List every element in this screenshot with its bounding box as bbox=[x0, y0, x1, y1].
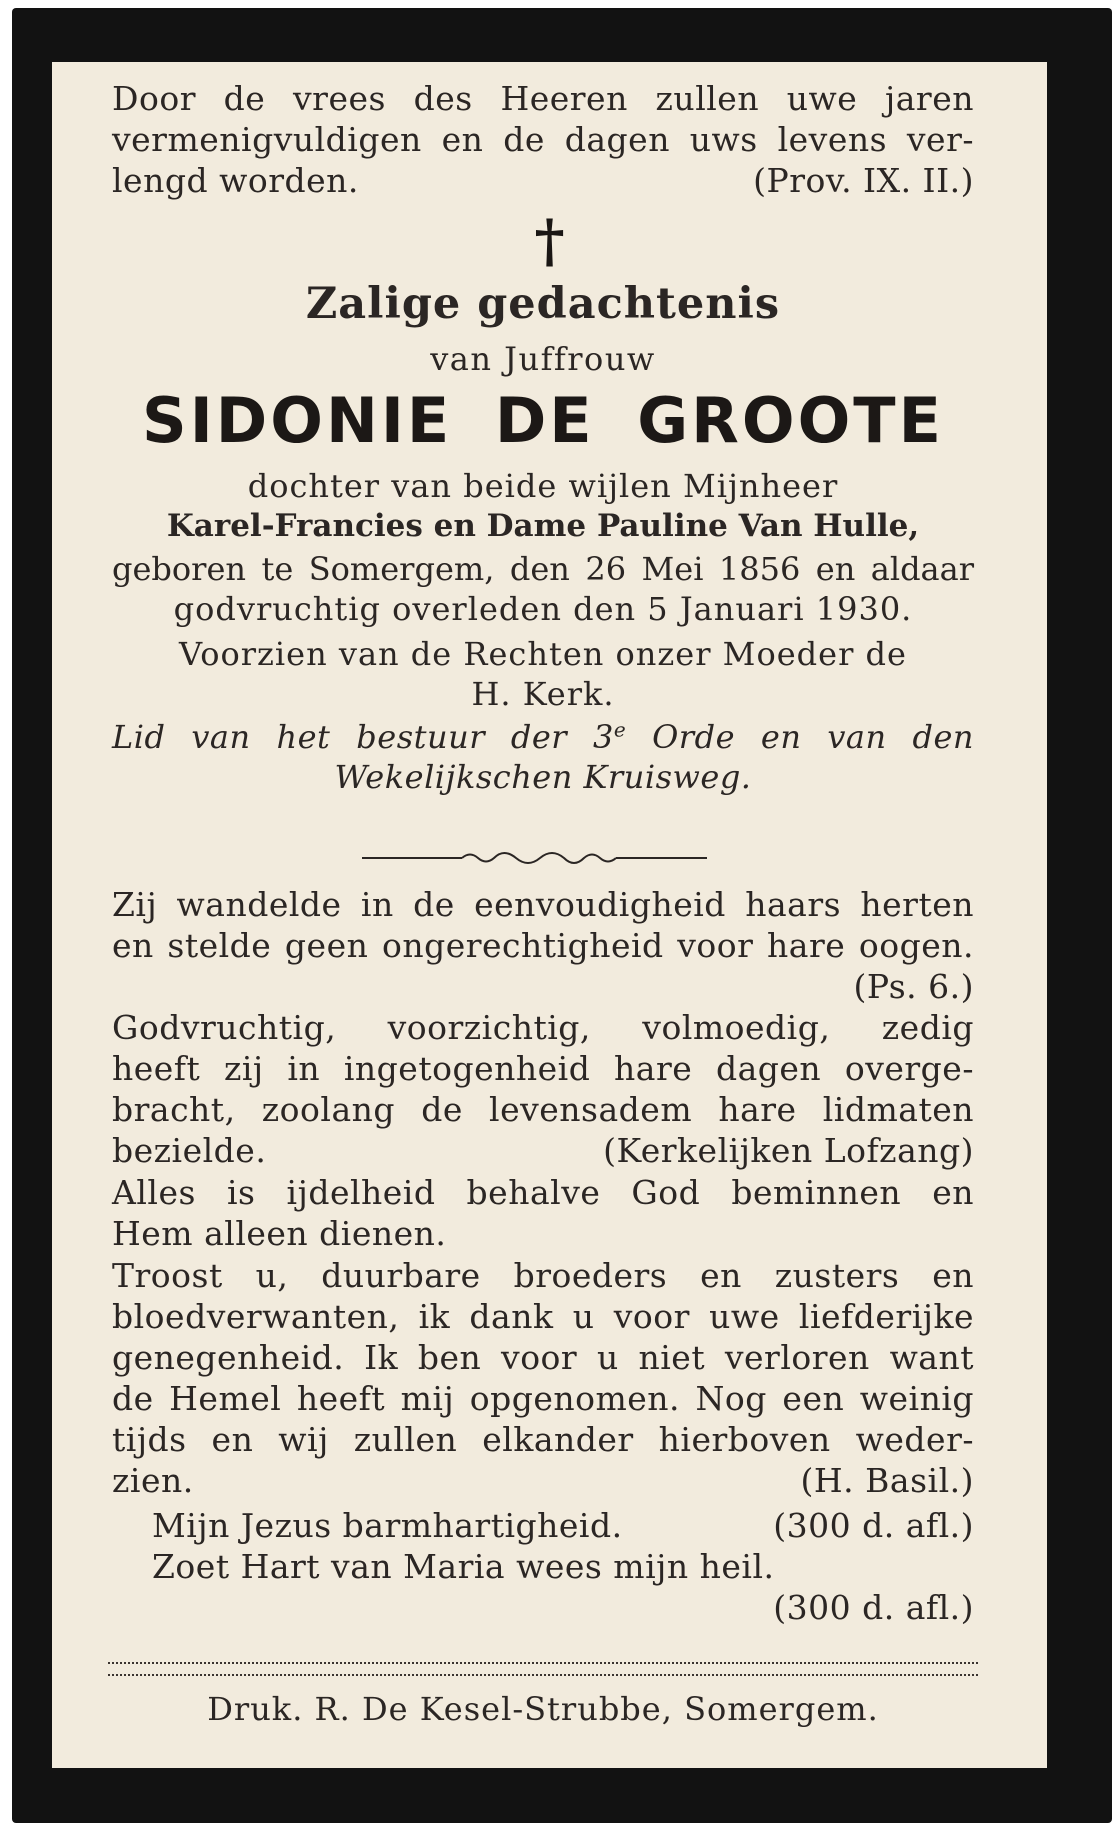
bio-died: godvruchtig overleden den 5 Januari 1930. bbox=[173, 590, 913, 628]
psalm-reference: (Ps. 6.) bbox=[853, 967, 974, 1006]
cross-icon: † bbox=[534, 207, 565, 275]
printer-credit: Druk. R. De Kesel-Strubbe, Somergem. bbox=[207, 1690, 879, 1728]
verse-reference: (Prov. IX. II.) bbox=[753, 161, 974, 200]
psalm-line: Zij wandelde in de eenvoudigheid haars herten bbox=[112, 885, 974, 924]
bio-sacrament-line2: H. Kerk. bbox=[471, 675, 615, 713]
member-text: Lid van het bestuur der 3 bbox=[112, 718, 614, 756]
basil-line: genegenheid. Ik ben voor u niet verloren want bbox=[112, 1338, 974, 1377]
lofzang-reference: (Kerkelijken Lofzang) bbox=[603, 1131, 974, 1170]
dotted-rule bbox=[108, 1674, 978, 1676]
lofzang-line: heeft zij in ingetogenheid hare dagen overge- bbox=[112, 1049, 974, 1088]
basil-verse bbox=[112, 1255, 974, 1501]
bio-parents: Karel-Francies en Dame Pauline Van Hulle, bbox=[166, 508, 920, 544]
memorial-card bbox=[52, 62, 1047, 1768]
dotted-rule bbox=[108, 1662, 978, 1664]
basil-line: zien. bbox=[112, 1461, 194, 1500]
memorial-title: Zalige gedachtenis bbox=[305, 279, 781, 329]
basil-line: de Hemel heeft mij opgenomen. Nog een weinig bbox=[112, 1379, 974, 1418]
deceased-name: SIDONIE DE GROOTE bbox=[142, 384, 944, 457]
ornamental-divider bbox=[362, 846, 707, 870]
indulgence-reference: (300 d. afl.) bbox=[773, 1588, 974, 1627]
bio-sacrament-line1: Voorzien van de Rechten onzer Moeder de bbox=[179, 635, 907, 673]
prayer-text: Zoet Hart van Maria wees mijn heil. bbox=[152, 1547, 775, 1586]
psalm-line: en stelde geen ongerechtigheid voor hare oogen. bbox=[112, 926, 974, 965]
prayer-text: Mijn Jezus barmhartigheid. bbox=[152, 1506, 623, 1545]
lofzang-line: Godvruchtig, voorzichtig, volmoedig, zedig bbox=[112, 1008, 974, 1047]
lofzang-line: bezielde. bbox=[112, 1131, 267, 1170]
indulgence-reference: (300 d. afl.) bbox=[773, 1506, 974, 1545]
member-text: Orde en van den bbox=[626, 718, 975, 756]
prayer-row bbox=[112, 1505, 974, 1546]
vanity-line: Alles is ijdelheid behalve God beminnen en bbox=[112, 1173, 974, 1212]
basil-line: Troost u, duurbare broeders en zusters en bbox=[112, 1256, 974, 1295]
basil-reference: (H. Basil.) bbox=[800, 1461, 974, 1500]
vanity-verse bbox=[112, 1172, 974, 1254]
bio-born: geboren te Somergem, den 26 Mei 1856 en aldaar bbox=[112, 550, 974, 588]
verse-line: vermenigvuldigen en de dagen uws levens ver- bbox=[112, 120, 974, 159]
lofzang-line: bracht, zoolang de levensadem hare lidmaten bbox=[112, 1090, 974, 1129]
bio-member-line1 bbox=[112, 717, 974, 757]
opening-verse bbox=[112, 78, 974, 201]
psalm-verse bbox=[112, 884, 974, 1007]
ordinal-suffix: e bbox=[613, 717, 627, 742]
basil-line: bloedverwanten, ik dank u voor uwe liefderijke bbox=[112, 1297, 974, 1336]
verse-last-row bbox=[112, 160, 974, 201]
bio-daughter: dochter van beide wijlen Mijnheer bbox=[247, 467, 839, 505]
basil-line: tijds en wij zullen elkander hierboven weder- bbox=[112, 1420, 974, 1459]
memorial-subtitle: van Juffrouw bbox=[430, 340, 656, 378]
lofzang-verse bbox=[112, 1007, 974, 1171]
vanity-line: Hem alleen dienen. bbox=[112, 1214, 447, 1253]
bio-member-line2: Wekelijkschen Kruisweg. bbox=[334, 758, 752, 796]
verse-line: Door de vrees des Heeren zullen uwe jaren bbox=[112, 79, 974, 118]
basil-last-row bbox=[112, 1460, 974, 1501]
prayers bbox=[112, 1505, 974, 1628]
verse-line: lengd worden. bbox=[112, 161, 359, 200]
lofzang-last-row bbox=[112, 1130, 974, 1171]
